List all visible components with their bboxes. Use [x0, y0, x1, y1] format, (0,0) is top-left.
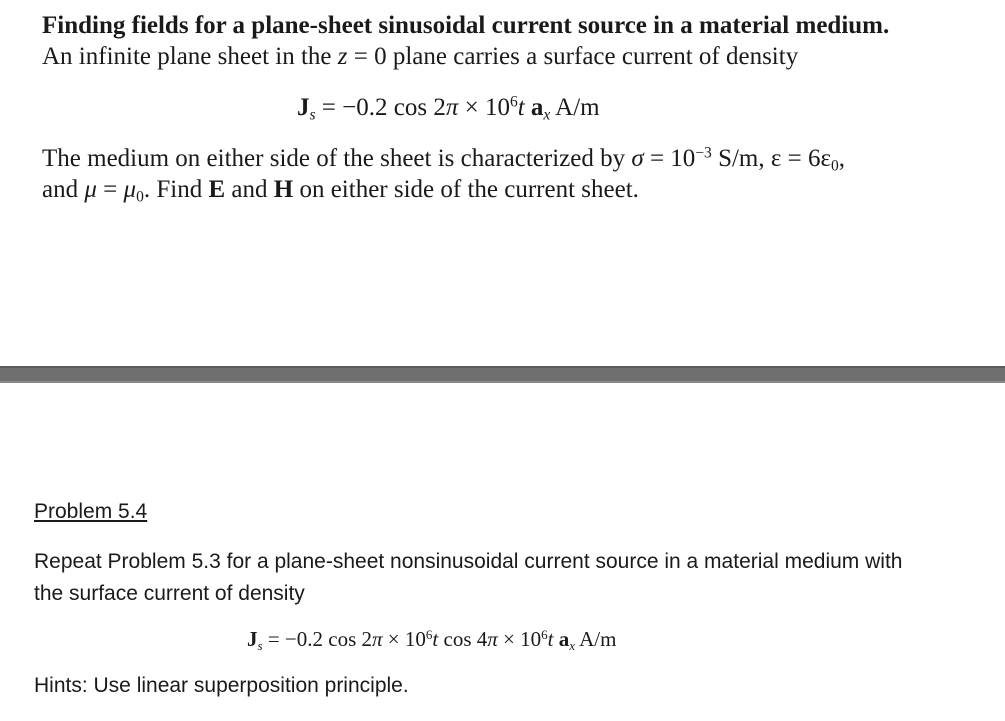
eq-lhs-sub: s	[309, 106, 316, 124]
statement-text-end: = 0 plane carries a surface current of density	[347, 43, 799, 70]
eq-exponent: 6	[509, 93, 518, 111]
nonsinusoidal-current-equation	[247, 627, 616, 652]
body-text: and	[42, 176, 85, 203]
eq-part: = −0.2 cos 2	[315, 94, 446, 121]
eq-time: t	[517, 94, 525, 121]
problem-5-4-hint: Hints: Use linear superposition principle.	[34, 674, 409, 697]
eq-unit-vector: a	[524, 94, 544, 121]
e-field-symbol: E	[208, 176, 226, 203]
body-line-1	[42, 143, 982, 174]
eq-lhs-sub: s	[257, 637, 263, 653]
mu-symbol: μ	[84, 176, 97, 203]
statement-text: An infinite plane sheet in the	[42, 43, 338, 70]
sigma-symbol: σ	[631, 145, 644, 172]
body-text: = 10	[643, 145, 696, 172]
body-text: The medium on either side of the sheet is characterized by	[42, 145, 632, 172]
eq-unit-vector: a	[553, 627, 570, 651]
epsilon-sub: 0	[830, 157, 839, 175]
statement-variable: z	[337, 43, 348, 70]
eq-exponent: 6	[541, 626, 548, 642]
surface-current-equation	[297, 94, 600, 122]
eq-unit-vector-sub: x	[543, 106, 551, 124]
eq-part: × 10	[382, 627, 426, 651]
problem-5-4-line-1: Repeat Problem 5.3 for a plane-sheet nonsinusoidal current source in a material medium with	[34, 550, 903, 573]
eq-lhs-symbol: J	[247, 627, 258, 651]
problem-5-4-title: Problem 5.4	[34, 500, 148, 523]
body-text: . Find	[143, 176, 209, 203]
eq-pi: π	[487, 627, 498, 651]
eq-pi: π	[445, 94, 459, 121]
eq-time: t	[432, 627, 439, 651]
problem-5-4-line-2: the surface current of density	[34, 582, 305, 605]
section-divider	[0, 366, 1005, 383]
eq-units: A/m	[550, 94, 600, 121]
problem-5-3-statement	[42, 42, 982, 72]
eq-unit-vector-sub: x	[569, 637, 576, 653]
eq-part: = −0.2 cos 2	[262, 627, 373, 651]
problem-5-3-intro	[42, 10, 982, 72]
problem-5-3-body	[42, 143, 982, 205]
body-text: =	[96, 176, 124, 203]
mu0-symbol: μ	[123, 176, 137, 203]
eq-part: × 10	[497, 627, 542, 651]
sigma-exponent: −3	[695, 144, 712, 162]
eq-units: A/m	[575, 627, 617, 651]
eq-pi: π	[372, 627, 383, 651]
h-field-symbol: H	[273, 176, 294, 203]
problem-5-3-heading: Finding fields for a plane-sheet sinusoidal current source in a material medium.	[42, 12, 890, 39]
mu0-sub: 0	[136, 188, 144, 206]
body-text: on either side of the current sheet.	[293, 176, 639, 203]
body-text: ,	[838, 145, 845, 172]
body-line-2	[42, 174, 982, 205]
eq-part: cos 4	[438, 627, 488, 651]
eq-part: × 10	[458, 94, 510, 121]
eq-time: t	[547, 627, 554, 651]
eq-lhs-symbol: J	[297, 94, 310, 121]
eq-exponent: 6	[425, 626, 433, 642]
body-text: S/m, ε = 6ε	[711, 145, 831, 172]
problem-5-4-text	[34, 546, 974, 610]
body-text: and	[225, 176, 274, 203]
